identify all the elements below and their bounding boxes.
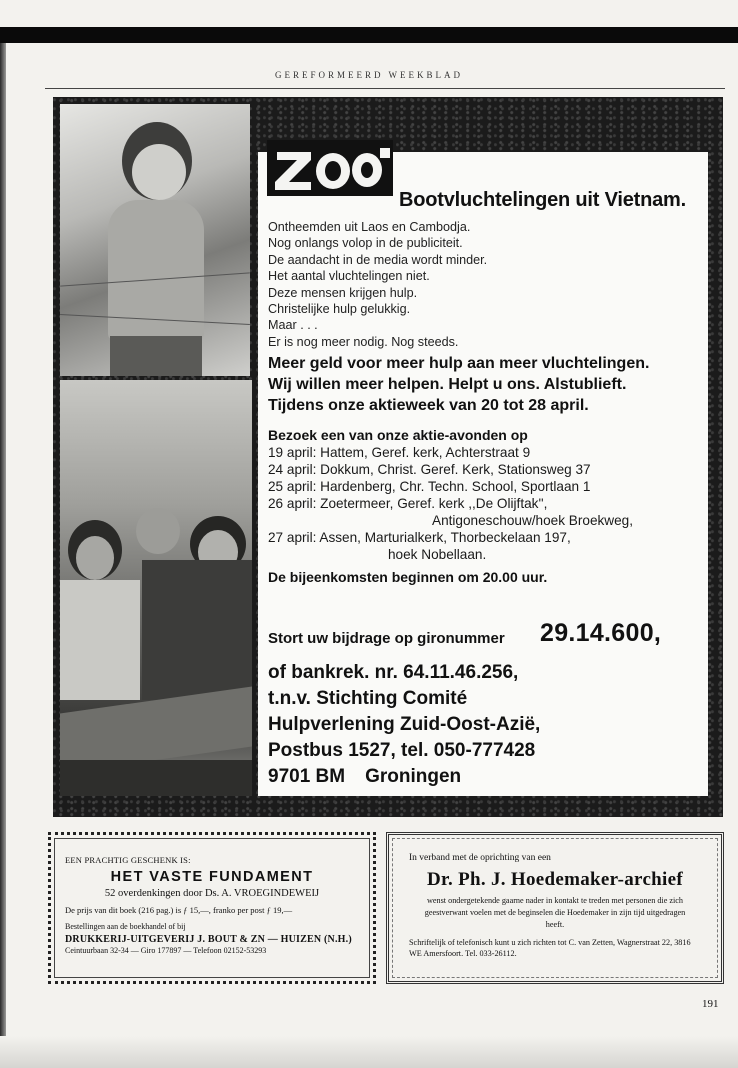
appeal-line: Wij willen meer helpen. Helpt u ons. Alstublieft. <box>268 376 627 393</box>
page-number: 191 <box>702 998 719 1010</box>
event-item: 27 april: Assen, Marturialkerk, Thorbeckelaan 197, <box>268 530 571 545</box>
ad-headline: Bootvluchtelingen uit Vietnam. <box>399 189 686 211</box>
intro-line: Het aantal vluchtelingen niet. <box>268 269 430 284</box>
meetings-start-time: De bijeenkomsten beginnen om 20.00 uur. <box>268 569 548 585</box>
event-item-continued: hoek Nobellaan. <box>388 547 487 562</box>
event-item-continued: Antigoneschouw/hoek Broekweg, <box>432 513 634 528</box>
events-list <box>268 444 633 563</box>
intro-line: Ontheemden uit Laos en Cambodja. <box>268 220 471 234</box>
event-item: 19 april: Hattem, Geref. kerk, Achterstraat 9 <box>268 445 531 460</box>
event-item: 24 april: Dokkum, Christ. Geref. Kerk, Stationsweg 37 <box>268 462 591 477</box>
intro-line: Christelijke hulp gelukkig. <box>268 302 411 317</box>
events-heading: Bezoek een van onze aktie-avonden op <box>268 427 528 443</box>
bank-line: Postbus 1527, tel. 050-777428 <box>268 740 536 761</box>
book-subtitle: 52 overdenkingen door Ds. A. VROEGINDEWEIJ <box>104 888 320 899</box>
bank-line: Hulpverlening Zuid-Oost-Azië, <box>268 714 541 735</box>
scan-top-bar <box>0 27 738 43</box>
zoa-logo <box>267 140 393 196</box>
bank-details <box>268 660 540 790</box>
postcode: 9701 BM <box>268 766 346 787</box>
archive-ad-intro: In verband met de oprichting van een <box>409 853 551 863</box>
archive-title: Dr. Ph. J. Hoedemaker-archief <box>426 869 683 890</box>
giro-label: Stort uw bijdrage op gironummer <box>268 630 505 647</box>
book-order-info: Bestellingen aan de boekhandel of bij <box>65 922 186 931</box>
intro-line: Maar . . . <box>268 318 318 333</box>
intro-line: Er is nog meer nodig. Nog steeds. <box>268 334 459 349</box>
archive-contact: Schriftelijk of telefonisch kunt u zich richten tot C. van Zetten, Wagnerstraat 22, 3816 WE Amersfoort. Tel. 033-26112. <box>409 938 691 958</box>
running-head: GEREFORMEERD WEEKBLAD <box>274 70 464 80</box>
giro-number: 29.14.600, <box>540 619 662 647</box>
intro-line: Deze mensen krijgen hulp. <box>268 285 418 300</box>
city: Groningen <box>365 766 462 787</box>
intro-line: De aandacht in de media wordt minder. <box>268 252 488 267</box>
scan-left-edge <box>0 43 6 1043</box>
book-publisher-contact: Ceintuurbaan 32-34 — Giro 177897 — Telefoon 02152-53293 <box>65 946 267 955</box>
header-rule <box>45 88 725 89</box>
intro-line: Nog onlangs volop in de publiciteit. <box>268 236 463 251</box>
book-title: HET VASTE FUNDAMENT <box>110 869 314 885</box>
bank-line: of bankrek. nr. 64.11.46.256, <box>268 662 519 683</box>
intro-text <box>268 219 487 350</box>
bank-line: t.n.v. Stichting Comité <box>268 688 468 709</box>
appeal-line: Tijdens onze aktieweek van 20 tot 28 april. <box>268 397 589 414</box>
event-item: 26 april: Zoetermeer, Geref. kerk ,,De Olijftak'', <box>268 496 548 511</box>
archive-advertisement <box>386 832 724 984</box>
event-item: 25 april: Hardenberg, Chr. Techn. School, Sportlaan 1 <box>268 479 591 494</box>
appeal-text <box>268 353 649 416</box>
child-photo <box>60 104 250 376</box>
book-advertisement <box>48 832 376 984</box>
appeal-line: Meer geld voor meer hulp aan meer vluchtelingen. <box>268 355 650 372</box>
refugees-boat-photo <box>60 380 252 796</box>
book-price: De prijs van dit boek (216 pag.) is ƒ 15,—, franko per post ƒ 19,— <box>65 905 293 915</box>
book-publisher: DRUKKERIJ-UITGEVERIJ J. BOUT & ZN — HUIZEN (N.H.) <box>65 934 352 945</box>
scan-bottom-edge <box>0 1036 738 1068</box>
archive-body: wenst ondergetekende gaarne nader in kontakt te treden met personen die zich geestverwant voelen met de beginselen die Hoedemaker in zijn tijd uitgedragen heeft. <box>424 896 686 929</box>
book-ad-intro: EEN PRACHTIG GESCHENK IS: <box>65 855 191 865</box>
postal-city-line <box>268 764 540 790</box>
